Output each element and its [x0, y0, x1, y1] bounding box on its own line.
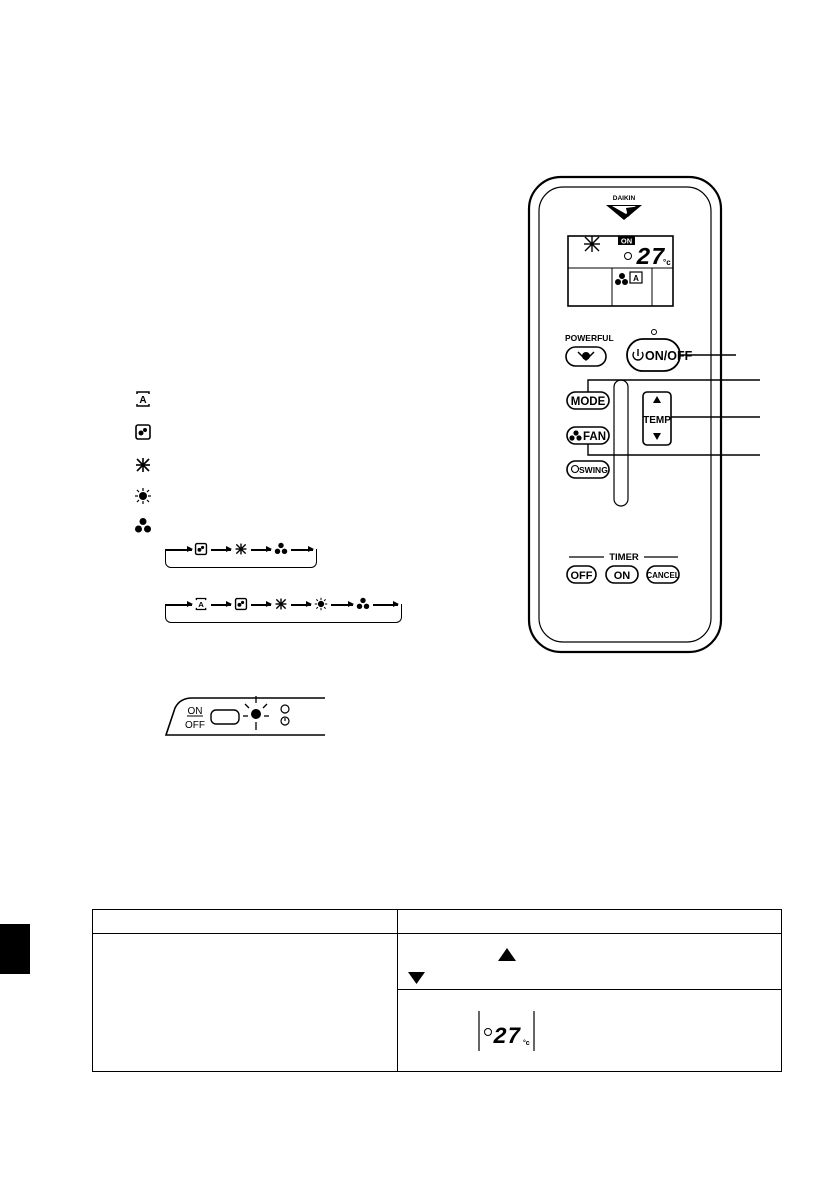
fan-icon [569, 430, 581, 440]
seq2-cool-icon [274, 597, 288, 611]
temp-up-arrow-icon [498, 948, 516, 961]
svg-text:CANCEL: CANCEL [646, 571, 680, 580]
svg-text:ON: ON [620, 236, 633, 246]
daikin-logo-icon [606, 195, 642, 220]
svg-text:OFF: OFF [570, 570, 593, 582]
svg-text:A: A [139, 395, 147, 406]
seq1-cool-icon [234, 542, 248, 556]
temp-down-arrow-icon [408, 972, 425, 984]
powerful-icon [578, 352, 594, 360]
table-cell-display [398, 990, 782, 1072]
seq2-dry-icon [234, 597, 248, 611]
table-header-left [93, 910, 398, 934]
svg-text:DAIKIN: DAIKIN [612, 195, 636, 202]
svg-text:TIMER: TIMER [609, 552, 639, 563]
seq2-auto-icon [194, 597, 208, 611]
remote-lcd [568, 236, 673, 306]
svg-text:27: 27 [636, 245, 665, 272]
dry-mode-icon [134, 423, 152, 441]
svg-text:ON: ON [187, 706, 203, 717]
svg-text:POWERFUL: POWERFUL [565, 333, 614, 343]
temperature-setting-table [92, 909, 782, 1072]
svg-text:TEMP: TEMP [643, 415, 671, 426]
table-lcd-display [478, 1010, 536, 1052]
svg-text:A: A [198, 600, 204, 610]
fan-mode-icon [134, 517, 152, 535]
svg-text:ON/OFF: ON/OFF [645, 349, 693, 363]
timer-lamp-icon [281, 705, 289, 725]
lcd-setpoint-icon [485, 1029, 492, 1036]
sequence-return-line [291, 549, 313, 551]
power-icon [633, 349, 643, 360]
sequence-arrow [331, 604, 353, 606]
indoor-onoff-switch [211, 710, 239, 724]
sequence-arrow [166, 549, 192, 551]
operation-lamp-icon [243, 696, 269, 730]
svg-text:A: A [633, 274, 639, 283]
cool-mode-icon [134, 456, 152, 474]
table-cell-arrows [398, 934, 782, 990]
sequence-arrow [251, 549, 271, 551]
sequence-arrow [166, 604, 192, 606]
sequence-return-line [373, 604, 398, 606]
svg-text:OFF: OFF [185, 720, 205, 731]
page-side-tab [0, 924, 30, 974]
table-cell-left [93, 934, 398, 1072]
swing-icon [572, 466, 579, 473]
temp-down-icon [653, 433, 661, 440]
svg-text:ON: ON [613, 570, 631, 582]
svg-text:MODE: MODE [570, 396, 606, 408]
sequence-arrow [251, 604, 271, 606]
svg-text:FAN: FAN [583, 431, 606, 443]
auto-mode-icon [134, 390, 152, 408]
svg-text:27: 27 [493, 1024, 521, 1050]
sequence-arrow [211, 604, 231, 606]
lcd-fan-icon [615, 273, 628, 285]
seq2-heat-icon [314, 597, 328, 611]
svg-text:°c: °c [663, 258, 671, 267]
svg-text:°c: °c [523, 1040, 530, 1047]
table-header-right [398, 910, 782, 934]
remote-controller-illustration [520, 165, 840, 665]
indoor-unit-panel [160, 690, 330, 740]
sequence-arrow [211, 549, 231, 551]
temp-up-icon [653, 396, 661, 403]
svg-text:SWING: SWING [579, 465, 608, 475]
seq1-dry-icon [194, 542, 208, 556]
lcd-cool-icon [584, 236, 600, 252]
seq2-fan-icon [356, 597, 370, 611]
seq1-fan-icon [274, 542, 288, 556]
heat-mode-icon [134, 487, 152, 505]
sequence-arrow [291, 604, 311, 606]
